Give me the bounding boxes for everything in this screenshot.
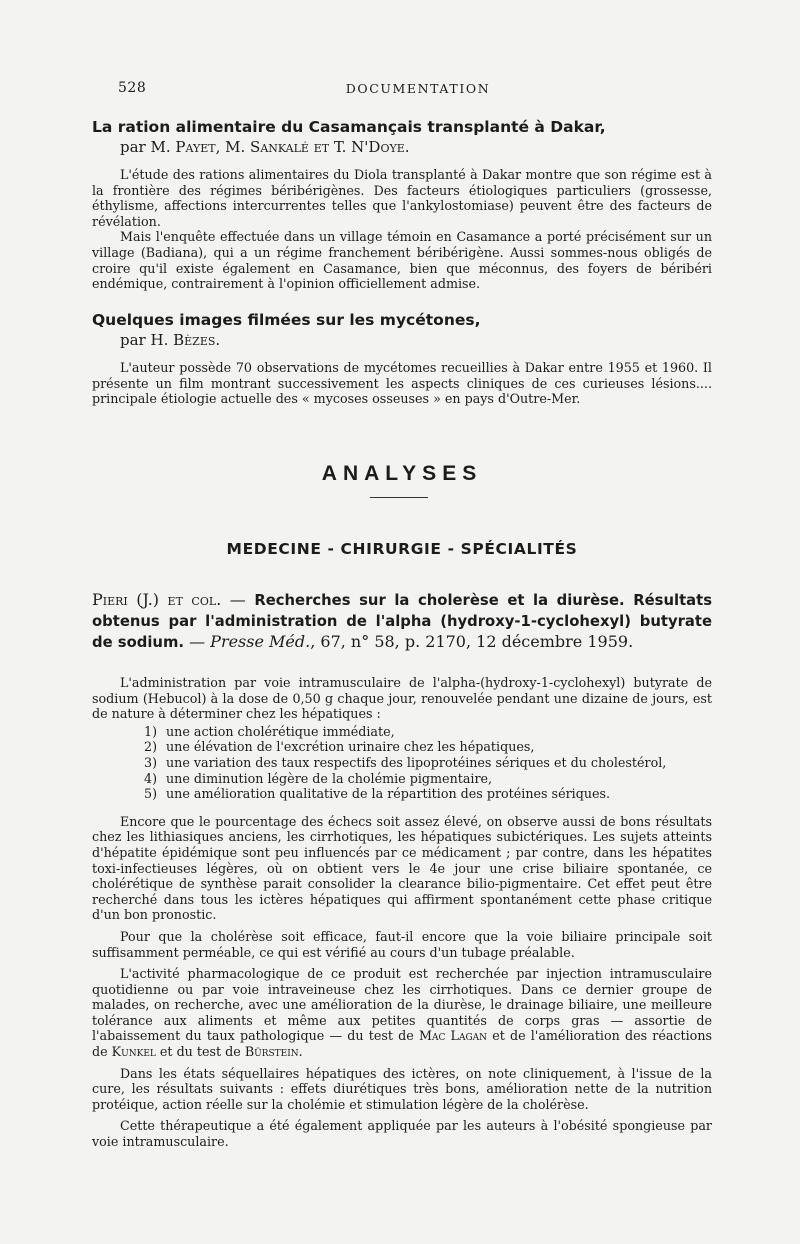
analysis-pieri — [92, 590, 712, 1150]
dash: — — [184, 632, 211, 651]
paragraph: L'administration par voie intramusculaire de l'alpha-(hydroxy-1-cyclohexyl) butyrate de sodium (Hebucol) à la dose de 0,50 g chaque jour, renouvelée pendant une dizaine de jours, est de nature à déterminer chez les hépatiques : — [92, 675, 712, 722]
paragraph: Cette thérapeutique a été également appliquée par les auteurs à l'obésité spongieuse par voie intramusculaire. — [92, 1118, 712, 1150]
article-byline — [120, 330, 712, 350]
byline-authors: M. Payet, M. Sankalé et T. N'Doye. — [150, 138, 410, 156]
running-title: DOCUMENTATION — [345, 81, 491, 96]
journal-name: Presse Méd. — [210, 632, 311, 651]
author-name: Kunkel — [111, 1044, 156, 1060]
paragraph: L'activité pharmacologique de ce produit est recherchée par injection intramusculaire quotidienne ou par voie intraveineuse chez les cirrhotiques. Dans ce dernier groupe de malades, on recherche, avec une amélioration de la diurèse, le drainage biliaire, une meilleure tolérance aux aliments et même aux petites quantités de corps gras — assortie de l'abaissement du taux pathologique — du test de Mac Lagan et de l'amélioration des réactions de Kunkel et du test de Bürstein. — [92, 966, 713, 1060]
article-title: La ration alimentaire du Casamançais transplanté à Dakar, — [92, 118, 606, 136]
paragraph: L'auteur possède 70 observations de mycétomes recueillies à Dakar entre 1955 et 1960. Il présente un film montrant successivement les aspects cliniques de ces curieuses lésions.... principale étiologie actuelle des « mycoses osseuses » en pays d'Outre-Mer. — [92, 360, 712, 407]
paragraph: L'étude des rations alimentaires du Diola transplanté à Dakar montre que son régime est à la frontière des régimes béribérigènes. Des facteurs étiologiques particuliers (grossesse, éthylisme, affections intercurrentes telles que l'ankylostomiase) peuvent être des facteurs de révélation. — [92, 167, 712, 229]
article-ration-alimentaire — [92, 117, 712, 292]
list-item: 3) une variation des taux respectifs des lipoprotéines sériques et du cholestérol, — [144, 754, 667, 770]
list-item: 1) une action cholérétique immédiate, — [144, 723, 395, 739]
analysis-title: Recherches sur la cholerèse et la diurèse. Résultats obtenus par l'administration de l'alpha (hydroxy-1-cyclohexyl) butyrate de sodium. — [92, 592, 713, 651]
article-byline — [120, 137, 712, 157]
paragraph: Mais l'enquête effectuée dans un village témoin en Casamance a porté précisément sur un village (Badiana), qui a un régime franchement béribérigène. Aussi sommes-nous obligés de croire qu'il existe également en Casamance, bien que méconnus, des foyers de béribéri endémique, contrairement à l'opinion officiellement admise. — [92, 229, 712, 292]
paragraph: Dans les états séquellaires hépatiques des ictères, on note cliniquement, à l'issue de la cure, les résultats suivants : effets diurétiques très bons, amélioration nette de la nutrition protéique, action réelle sur la cholémie et stimulation légère de la cholérèse. — [92, 1065, 712, 1112]
paragraph: Encore que le pourcentage des échecs soit assez élevé, on observe aussi de bons résultats chez les lithiasiques anciens, les cirrhotiques, les hépatiques subictériques. Les sujets atteints d'hépatite épidémique sont peu influencés par ce médicament ; par contre, dans les hépatites toxi-infectieuses légères, où on obtient vers le 4e jour une crise biliaire spontanée, ce cholérétique de synthèse parait consolider la clearance bilio-pigmentaire. Cet effet peut être recherché dans tous les ictères hépatiques qui affirment spontanément cette phase critique d'un bon pronostic. — [92, 813, 712, 923]
author-name: Bürstein — [244, 1044, 299, 1060]
analysis-authors: Pieri (J.) et col. — [92, 590, 222, 609]
list-item: 2) une élévation de l'excrétion urinaire chez les hépatiques, — [144, 739, 535, 755]
subsection-title: MEDECINE - CHIRURGIE - SPÉCIALITÉS — [226, 540, 578, 558]
article-title: Quelques images filmées sur les mycétones, — [92, 311, 481, 329]
list-item: 5) une amélioration qualitative de la répartition des protéines sériques. — [144, 786, 611, 802]
page-number: 528 — [118, 80, 147, 96]
citation: , 67, n° 58, p. 2170, 12 décembre 1959. — [310, 632, 634, 651]
dash: — — [221, 590, 255, 609]
author-name: Mac Lagan — [418, 1028, 488, 1044]
byline-prefix: par — [120, 138, 146, 156]
byline-prefix: par — [120, 331, 146, 349]
running-head — [118, 80, 718, 100]
list-item: 4) une diminution légère de la cholémie pigmentaire, — [144, 770, 493, 786]
effects-list — [92, 724, 712, 802]
byline-authors: H. Bèzes. — [150, 331, 221, 349]
analysis-reference — [92, 590, 712, 653]
section-divider — [370, 497, 428, 498]
article-mycetomes — [92, 310, 712, 407]
section-title: ANALYSES — [321, 462, 483, 485]
paragraph: Pour que la cholérèse soit efficace, faut-il encore que la voie biliaire principale soit suffisamment perméable, ce qui est vérifié au cours d'un tubage préalable. — [92, 928, 712, 960]
